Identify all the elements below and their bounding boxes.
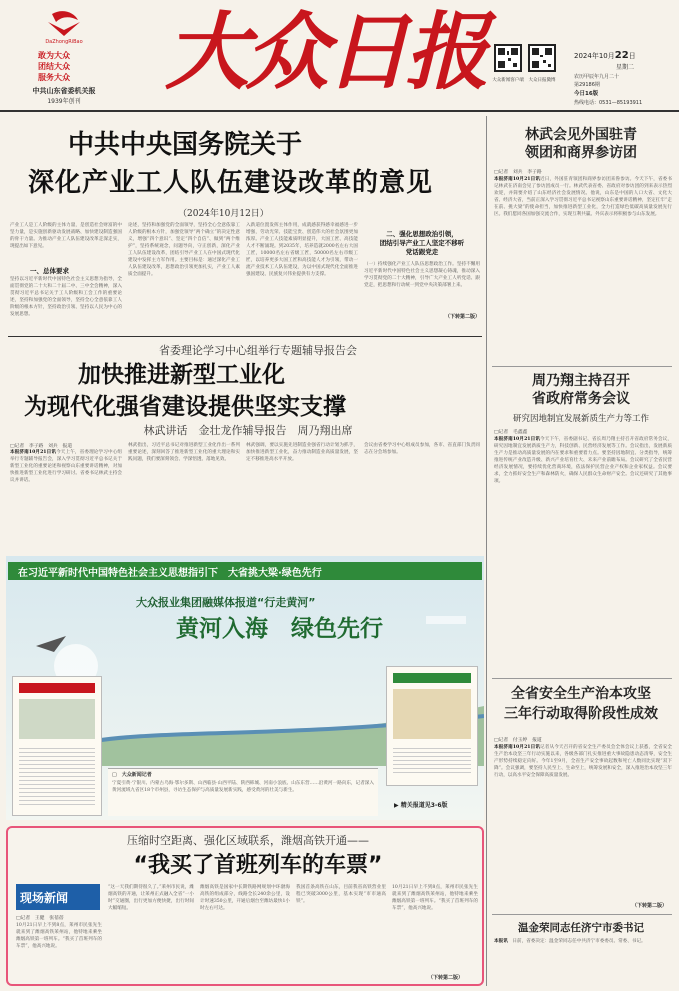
study-text-1-body: 今天上午，省委理论学习中心组举行专题辅导报告会，深入学习贯彻习近平总书记关于新型工业化的重要论述和视察山东重要讲话精神，对加快推进新型工业化进行学习研讨。省委书记林武主持会议并讲话。 [10,450,122,483]
train-article [6,826,484,986]
right-story-3-dateline: 本报济南10月21日讯 [494,745,541,750]
thumb-photo [19,699,95,739]
masthead-title: 大众日报 [165,2,486,101]
right-divider-3 [492,914,672,915]
app-qr-code [494,44,522,72]
train-text-2: “这一天我们期待很久了。”莱州市民说，潍烟高铁的开通，让莱州正式融入全省“一小时”交通圈，出行更加方便快捷，出行时间大幅缩短。 [108,885,194,911]
lead-section-2-line2: 团结引导产业工人坚定不移听 [379,239,465,247]
right-story-2-body: 今天下午，省委副书记、省长周乃翔主持召开省政府常务会议，研究因地制宜发展新质生产力，科技创新、民营经济发展等工作。会议指出，发展新质生产力是推动高质量发展的内在要求和重要着力点。要坚持因地制宜、分类指导，统筹推进传统产业改造升级、新兴产业培育壮大、未来产业前瞻布局。会议研究了全省民营经济发展情况，要持续优化营商环境，依法保护民营企业产权和企业家权益。会议要求，全力抓好安全生产和森林防火，确保人民群众生命财产安全。会议还研究了其他事项。 [494,437,672,484]
founded-label: 1939年创刊 [47,98,81,105]
live-news-logo-text: 现场新闻 [20,891,69,905]
divider-lead [8,336,482,337]
train-text-3: 潍烟高铁是国家中长期铁路网规划中环渤海高铁的组成部分，线路全长240余公里，设计时速350公里，开通后烟台至潍坊最快1小时左右可达。 [200,885,290,911]
right-story-2-title-line2: 省政府常务会议 [532,391,630,407]
banner-ribbon: 在习近平新时代中国特色社会主义思想指引下 大省挑大梁·绿色先行 [18,568,322,579]
train-headline: “我买了首班列车的车票” [133,853,383,878]
right-story-2-text [494,436,672,674]
right-story-1-dateline: 本报济南10月21日讯 [494,177,541,182]
lead-section-1: 一、总体要求 [30,267,69,275]
banner-subtitle: 大众报业集团融媒体报道“行走黄河” [136,596,316,609]
issue-number: 第29186期 [574,82,600,88]
lead-col4 [364,222,480,336]
lunar-date: 农历甲辰年九月二十 [574,74,620,80]
study-kicker: 省委理论学习中心组举行专题辅导报告会 [159,344,357,357]
slogans [38,50,70,83]
right-story-1-byline: □记者 刘兵 李子路 [494,170,542,175]
train-text-1: 10月21日早上不到8点，莱州市民张先生就来到了潍烟高铁莱州站，他特地来乘坐潍烟高铁第一班列车。“我买了首班列车的车票”，他高兴地说。 [16,923,102,949]
lead-headline: 深化产业工人队伍建设改革的意见 [28,168,434,198]
hotline: 热线电话：0531—85193911 [574,100,643,106]
banner-caption-label: □ 大众新闻记者 [112,772,152,778]
organ-label: 中共山东省委机关报 [32,87,96,95]
study-text-2: 林武指出，习近平总书记对推进新型工业化作出一系列重要论述，深刻回答了推进新型工业化的重大理论和实践问题，我们要深刻领会、学深悟透、落地见效。 [128,443,240,462]
lead-section-2-line3: 党话跟党走 [405,248,439,256]
masthead [0,0,679,112]
study-col1 [10,442,122,546]
thumb2-photo [393,689,471,739]
right-divider-2 [492,678,672,679]
logo-small-text: DaZhongRiBao [45,39,83,44]
date-day: 22 [614,50,629,61]
lead-section-2-line1: 二、强化思想政治引领， [386,230,458,238]
right-story-3-body: 记者从今天召开的省安全生产委员会全体会议上获悉，全省安全生产治本攻坚三年行动实施以来，各级各部门扎实推进重大事故隐患动态清零，安全生产形势持续稳定向好。今年1至9月，全省生产安全事故起数和死亡人数同比实现“双下降”。会议强调，要坚持人民至上、生命至上，统筹发展和安全，深入推进治本攻坚三年行动，以高水平安全保障高质量发展。 [494,745,672,778]
train-text-5: 10月21日早上不到8点，莱州市民张先生就来到了潍烟高铁莱州站，他特地来乘坐潍烟高铁第一班列车。“我买了首班列车的车票”，他高兴地说。 [392,885,478,911]
lead-kicker: 中共中央国务院关于 [68,130,303,160]
right-story-4-byline: 本报讯 [494,939,508,944]
lead-section-2 [364,230,480,257]
train-kicker: 压缩时空距离、强化区域联系，潍烟高铁开通—— [127,834,369,847]
lead-text-col3: 入新道位置发挥主体作用，成就感获得感幸福感进一步增强，劳动光荣、技能宝贵、创造伟大的社会氛围更加浓厚。产业工人技能素质明显提升，大国工匠、高技能人才不断涌现。到2035年，培养造就2000名左右大国工匠，10000名左右省级工匠，50000名左右市级工匠，以培养更多大国工匠和高技能人才为引领，带动一流产业技术工人队伍建设，为以中国式现代化全面推进强国建设、民族复兴伟业提供有力支撑。 [246,223,358,277]
right-story-2-title-line1: 周乃翔主持召开 [532,373,630,389]
lead-continued: （下转第二版） [444,314,480,320]
right-story-3-title-line2: 三年行动取得阶段性成效 [504,706,658,722]
thumb-text [19,745,95,805]
right-story-2-byline: □记者 毛鑫鑫 [494,430,528,435]
thumb-masthead [19,683,95,693]
right-story-1-title-line1: 林武会见外国驻青 [525,127,637,143]
date-suffix: 日 [628,52,636,60]
study-text-3: 林武强调，要以实施先进制造业强省行动计划为抓手，加快推进新型工业化，奋力推动制造业高质量发展，坚定不移推进高水平开放。 [246,443,358,462]
newspaper-thumb-2 [386,666,478,786]
train-text-4: 我国首条高铁在山东，目前我省高铁营业里程已突破3000公里，基本实现“市市通高铁”。 [296,885,386,904]
banner-caption [108,768,378,816]
right-story-4-body: 日前，省委决定：温金荣同志任中共济宁市委委员、常委、书记。 [512,939,646,944]
study-dateline: 本报济南10月21日讯 [10,450,57,455]
right-story-1-body: 近日，外国驻青领团和商界参访团来鲁参访。今天下午，省委书记林武在济南会见了参访团成员一行。林武代表省委、省政府对参访团的到来表示热烈欢迎，并简要介绍了山东经济社会发展情况。他说，山东是中国的人口大省、文化大省、经济大省，当前正深入学习贯彻习近平总书记视察山东重要讲话精神，坚定扛牢“走在前、挑大梁”的使命担当，加快推进新型工业化，全力打造绿色低碳高质量发展先行区。我们愿同各国加强交流合作，实现互利共赢。外宾表示将积极参与山东发展。 [494,177,672,217]
newspaper-thumb-1 [12,676,102,816]
weekday: 星期二 [616,64,635,71]
study-article [8,340,482,548]
thumb2-masthead [393,673,471,683]
right-story-2-title [492,372,670,408]
right-story-3-text [494,744,672,900]
right-story-2-subhead: 研究因地制宜发展新质生产力等工作 [512,414,649,424]
lead-text-col1: 产业工人是工人阶级的主体力量，是创造社会财富的中坚力量，是实施创新驱动发展战略、加快建设制造强国的骨干力量。为推动产业工人队伍建设改革走深走实，现提出如下意见。 [10,223,122,249]
weibo-qr-code [528,44,556,72]
right-story-4-title: 温金荣同志任济宁市委书记 [518,922,644,934]
train-byline: □记者 王健 张蓓蓓 [16,916,64,921]
slogan-2: 团结大众 [38,62,70,71]
date-line [574,50,636,61]
study-text-4: 会议由省委学习中心组成员参加，各市、省直部门负责同志在分会场参加。 [364,443,480,455]
weibo-label: 大众日报微博 [528,78,556,83]
date-prefix: 2024年10月 [574,52,615,60]
column-divider [486,116,487,986]
study-byline: □记者 李子路 刘兵 报道 [10,444,73,449]
right-story-3-title-line1: 全省安全生产治本攻坚 [511,686,651,702]
app-label: 大众新闻客户端 [492,78,524,83]
slogan-1: 敢为大众 [38,51,70,60]
lead-text-col2: 论述，坚持和加强党的全面领导，坚持全心全意依靠工人阶级的根本方针，加强党领导“两个确立”的决定性意义，增强“四个意识”、坚定“四个自信”、做到“两个维护”，坚持系统观念，问题导向，守正创新，深化产业工人队伍建设改革，团结引导产业工人在中国式现代化建设中发挥主力军作用。主要目标是：通过深化产业工人队伍建设改革，思想政治引领更加扎实，产业工人素质全面提升。 [128,223,240,277]
right-story-3-title [492,684,670,724]
right-story-1-title [492,126,670,162]
study-headline-1: 加快推进新型工业化 [78,362,285,388]
banner-more-text: 精关报道见3-6版 [400,802,448,809]
right-story-1-title-line2: 领团和商界参访团 [525,145,637,161]
slogan-3: 服务大众 [38,73,70,82]
banner-caption-text: 宁夏引黄·宁银川、内蒙古乌海·鄂尔多斯、山西临县·山西平陆、陕西韩城、河南小浪底、山东东营……沿黄河一路向东，记者深入黄河流域九省区18个市州县，寻访生态保护与高质量发展新实践，感受黄河的壮美与新生。 [112,781,374,793]
banner-more: ▶ 精关报道见3-6版 [394,802,448,809]
right-story-4-text [494,938,672,978]
right-divider-1 [492,366,672,367]
lead-text-col4: （一）持续强化产业工人队伍思想政治工作。坚持不懈用习近平新时代中国特色社会主义思想凝心铸魂，推动深入学习贯彻党的二十大精神，引导广大产业工人听党话、跟党走，把思想和行动统一到党中央决策部署上来。 [364,262,480,288]
study-text-1 [10,449,122,541]
banner-headline: 黄河入海 绿色先行 [176,616,383,642]
study-headline-2: 为现代化强省建设提供坚实支撑 [24,394,346,420]
banner-feature [6,556,484,820]
study-subhead: 林武讲话 金壮龙作辅导报告 周乃翔出席 [143,424,353,437]
train-continued: （下转第二版） [428,975,464,981]
dazhong-logo-mark [34,8,94,44]
right-story-3-continued: （下转第二版） [632,903,668,909]
page-count: 今日16版 [574,91,599,97]
right-story-3-byline: □记者 付玉婷 报道 [494,738,542,743]
right-story-2-dateline: 本报济南10月21日讯 [494,437,541,442]
lead-date: （2024年10月12日） [178,209,269,219]
right-story-1-text [494,176,672,340]
thumb2-text [393,745,471,775]
live-news-logo [16,884,100,910]
lead-text-col1b: 坚持以习近平新时代中国特色社会主义思想为指导，全面贯彻党的二十大和二十届二中、三中全会精神，深入贯彻习近平总书记关于工人阶级和工会工作的重要论述，坚持和加强党的全面领导，坚持全心全意依靠工人阶级的根本方针，坚持政治引领、坚持以人民为中心的发展思想。 [10,277,122,317]
